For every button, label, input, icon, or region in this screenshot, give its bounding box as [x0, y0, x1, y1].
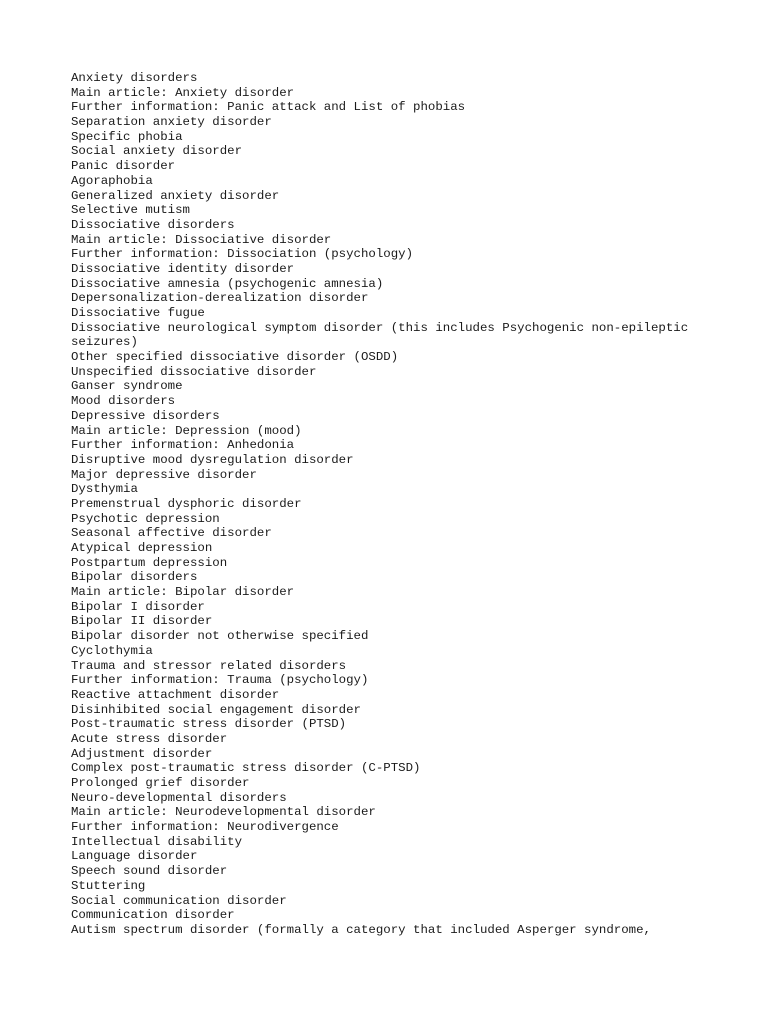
text-line: Agoraphobia	[71, 173, 153, 188]
text-line: Disinhibited social engagement disorder	[71, 702, 361, 717]
text-line: Acute stress disorder	[71, 731, 228, 746]
text-line: Further information: Neurodivergence	[71, 820, 339, 835]
text-line: Unspecified dissociative disorder	[71, 364, 317, 379]
text-line: Adjustment disorder	[71, 746, 213, 761]
text-line: Further information: Panic attack and List of phobias	[71, 100, 466, 115]
text-line: Main article: Depression (mood)	[71, 423, 302, 438]
text-line: Bipolar II disorder	[71, 614, 213, 629]
text-line: Dissociative identity disorder	[71, 261, 295, 276]
text-line: Selective mutism	[71, 203, 190, 218]
text-line: Separation anxiety disorder	[71, 115, 272, 130]
text-line: Disruptive mood dysregulation disorder	[71, 452, 354, 467]
text-line: Further information: Anhedonia	[71, 438, 295, 453]
text-line: Mood disorders	[71, 394, 176, 409]
text-line: Dissociative amnesia (psychogenic amnesia)	[71, 276, 384, 291]
text-line: Specific phobia	[71, 129, 183, 144]
text-line: Bipolar disorder not otherwise specified	[71, 629, 369, 644]
document-page	[71, 71, 711, 938]
text-line: Major depressive disorder	[71, 467, 257, 482]
text-line: Stuttering	[71, 878, 146, 893]
text-line: Trauma and stressor related disorders	[71, 658, 347, 673]
text-line: Anxiety disorders	[71, 71, 198, 85]
text-line: Dissociative neurological symptom disorder (this includes Psychogenic non-epileptic	[71, 320, 689, 335]
text-line: Main article: Dissociative disorder	[71, 232, 332, 247]
text-line: Bipolar disorders	[71, 570, 198, 585]
text-line: Ganser syndrome	[71, 379, 183, 394]
text-line: Social communication disorder	[71, 893, 287, 908]
text-line: Intellectual disability	[71, 834, 243, 849]
text-line: Social anxiety disorder	[71, 144, 243, 159]
text-line: Psychotic depression	[71, 511, 220, 526]
text-line: Reactive attachment disorder	[71, 687, 280, 702]
text-line: seizures)	[71, 335, 138, 350]
text-line: Dissociative disorders	[71, 217, 235, 232]
text-line: Main article: Bipolar disorder	[71, 585, 295, 600]
text-line: Neuro-developmental disorders	[71, 790, 287, 805]
text-line: Atypical depression	[71, 541, 213, 555]
text-line: Main article: Neurodevelopmental disorder	[71, 805, 376, 820]
text-line: Main article: Anxiety disorder	[71, 85, 295, 100]
text-line: Dissociative fugue	[71, 306, 205, 320]
text-line: Dysthymia	[71, 482, 138, 497]
text-line: Cyclothymia	[71, 643, 153, 658]
text-line: Depersonalization-derealization disorder	[71, 291, 369, 306]
text-line: Prolonged grief disorder	[71, 776, 250, 790]
text-line: Postpartum depression	[71, 555, 228, 570]
text-line: Language disorder	[71, 849, 198, 864]
text-line: Generalized anxiety disorder	[71, 188, 280, 203]
text-line: Premenstrual dysphoric disorder	[71, 496, 302, 511]
text-line: Post-traumatic stress disorder (PTSD)	[71, 717, 347, 732]
text-line: Panic disorder	[71, 159, 176, 174]
text-line: Depressive disorders	[71, 408, 220, 423]
text-line: Speech sound disorder	[71, 864, 228, 879]
text-line: Seasonal affective disorder	[71, 526, 272, 541]
text-line: Communication disorder	[71, 908, 235, 923]
text-line: Other specified dissociative disorder (OSDD)	[71, 350, 399, 365]
text-line: Further information: Dissociation (psychology)	[71, 247, 414, 262]
text-line: Autism spectrum disorder (formally a category that included Asperger syndrome,	[71, 922, 651, 937]
text-line: Further information: Trauma (psychology)	[71, 673, 369, 688]
text-line: Bipolar I disorder	[71, 599, 205, 614]
text-line: Complex post-traumatic stress disorder (C-PTSD)	[71, 761, 421, 776]
